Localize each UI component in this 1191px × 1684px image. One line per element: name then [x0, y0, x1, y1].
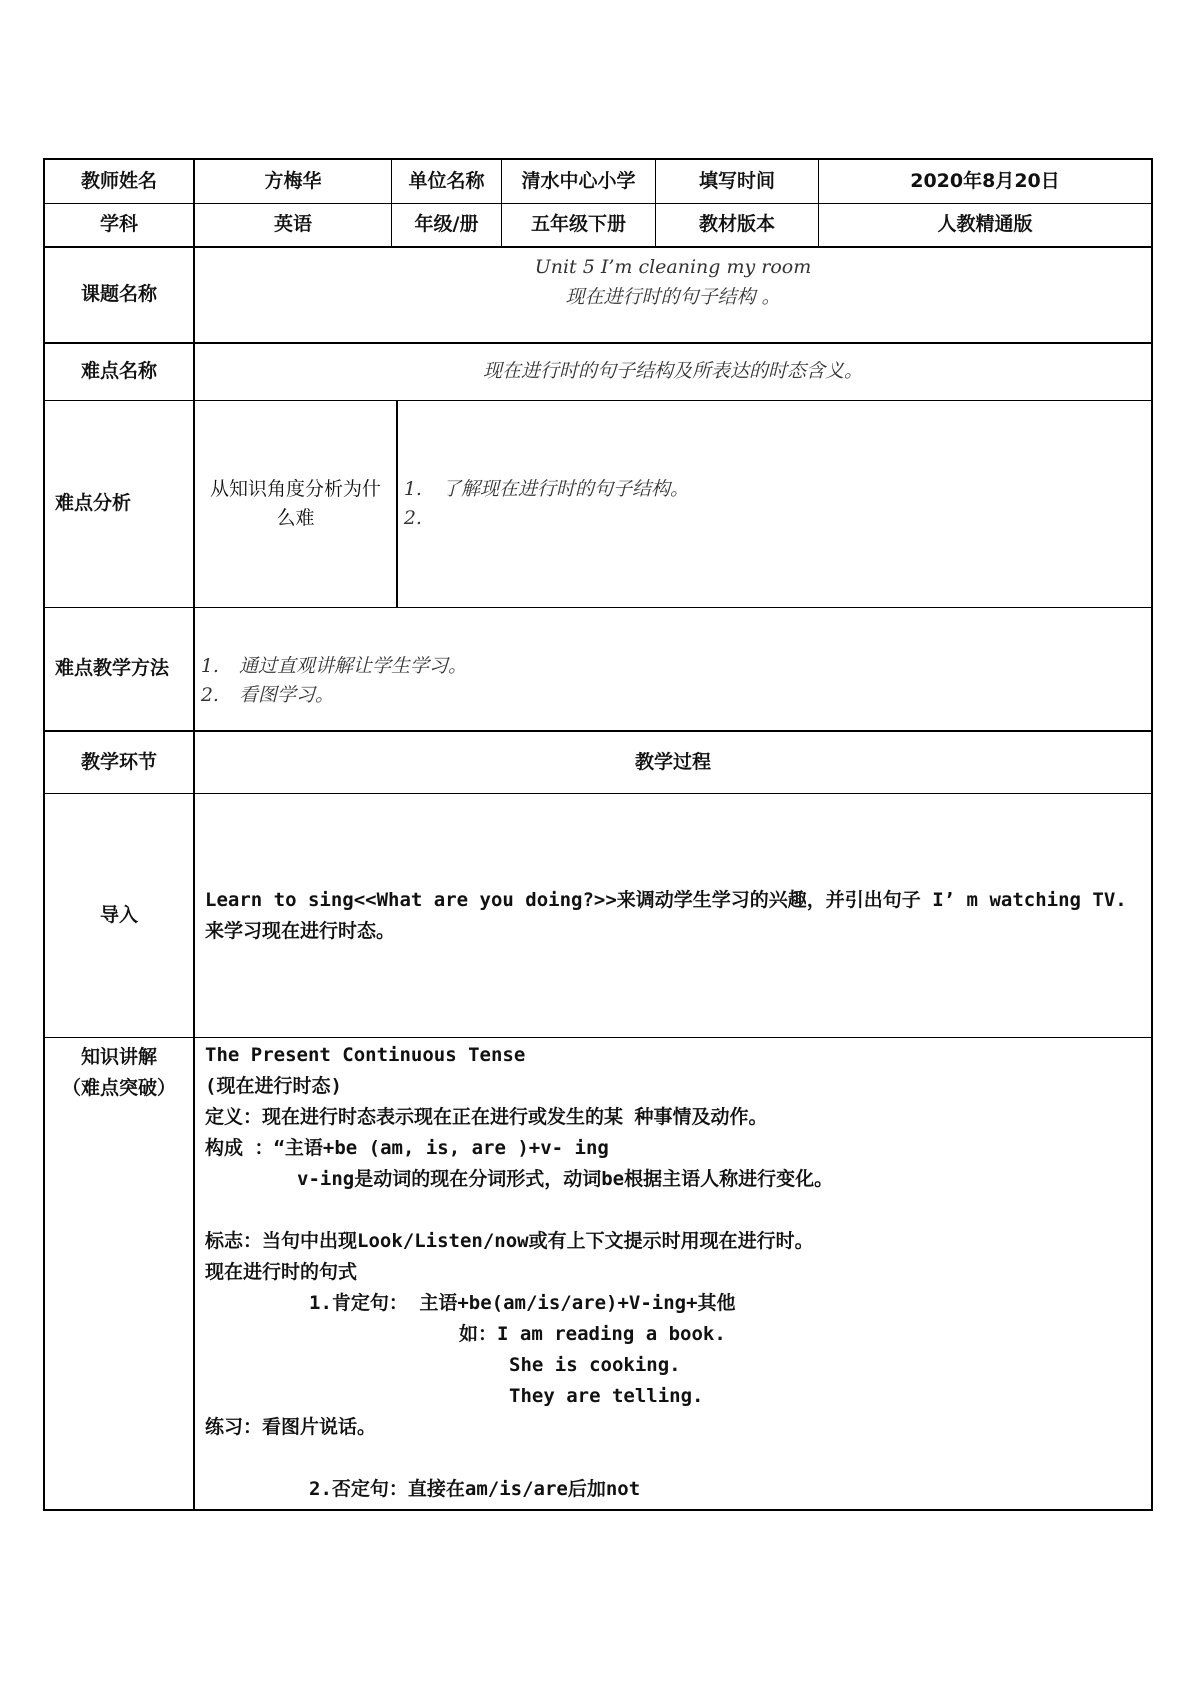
knowledge-label — [45, 1038, 195, 1509]
method-row — [45, 608, 1151, 732]
unit-value: 清水中心小学 — [502, 160, 656, 203]
analysis-content — [398, 401, 1151, 607]
analysis-list — [402, 475, 689, 534]
knowledge-line-4: 构成 ：“主语+be (am, is, are )+v- ing — [205, 1137, 609, 1159]
analysis-label: 难点分析 — [45, 401, 195, 607]
process-header-label: 教学环节 — [45, 732, 195, 793]
date-label: 填写时间 — [656, 160, 819, 203]
knowledge-line-2: (现在进行时态) — [205, 1075, 342, 1097]
topic-label: 课题名称 — [45, 248, 195, 342]
edition-value: 人教精通版 — [937, 213, 1033, 236]
grade-value: 五年级下册 — [502, 204, 656, 246]
difficulty-row — [45, 344, 1151, 401]
difficulty-label: 难点名称 — [45, 344, 195, 400]
teacher-value: 方梅华 — [195, 160, 392, 203]
teacher-label: 教师姓名 — [45, 160, 195, 203]
topic-value — [195, 248, 1151, 342]
method-label: 难点教学方法 — [45, 608, 195, 730]
intro-text: Learn to sing<<What are you doing?>>来调动学生学习的兴趣，并引出句子 I’ m watching TV.来学习现在进行时态。 — [205, 888, 1127, 942]
knowledge-line-13: 练习：看图片说话。 — [205, 1416, 377, 1438]
analysis-item-2 — [428, 504, 689, 533]
header-row-2 — [45, 204, 1151, 248]
method-list — [199, 652, 467, 711]
method-item-2: 2. 看图学习。 — [225, 681, 467, 710]
method-content — [195, 608, 1151, 730]
topic-row — [45, 248, 1151, 344]
knowledge-line-5: v-ing是动词的现在分词形式，动词be根据主语人称进行变化。 — [297, 1168, 834, 1190]
knowledge-content — [195, 1038, 1151, 1509]
analysis-row — [45, 401, 1151, 608]
topic-title: Unit 5 I’m cleaning my room — [534, 256, 812, 278]
knowledge-line-7: 标志：当句中出现Look/Listen/now或有上下文提示时用现在进行时。 — [205, 1230, 814, 1252]
knowledge-label-line2: （难点突破） — [61, 1077, 176, 1099]
knowledge-line-15: 2.否定句：直接在am/is/are后加not — [309, 1478, 641, 1500]
process-header-row — [45, 732, 1151, 794]
knowledge-line-1: The Present Continuous Tense — [205, 1044, 526, 1066]
date-value: 2020年8月20日 — [910, 169, 1060, 192]
method-item-1: 1. 通过直观讲解让学生学习。 — [225, 652, 467, 681]
analysis-item-1: 1. 了解现在进行时的句子结构。 — [428, 475, 689, 504]
knowledge-label-line1: 知识讲解 — [80, 1046, 157, 1068]
unit-label: 单位名称 — [392, 160, 502, 203]
subject-value: 英语 — [195, 204, 392, 246]
topic-subtitle: 现在进行时的句子结构 。 — [565, 286, 781, 308]
knowledge-line-8: 现在进行时的句式 — [205, 1261, 358, 1283]
knowledge-line-3: 定义：现在进行时态表示现在正在进行或发生的某 种事情及动作。 — [205, 1106, 768, 1128]
knowledge-line-10: 如：I am reading a book. — [459, 1323, 726, 1345]
difficulty-value: 现在进行时的句子结构及所表达的时态含义。 — [482, 360, 863, 383]
intro-row — [45, 794, 1151, 1038]
grade-label: 年级/册 — [392, 204, 502, 246]
analysis-sub-label: 从知识角度分析为什么难 — [195, 401, 398, 607]
subject-label: 学科 — [45, 204, 195, 246]
knowledge-row — [45, 1038, 1151, 1509]
knowledge-line-11: She is cooking. — [509, 1354, 681, 1376]
process-header-value: 教学过程 — [634, 750, 711, 773]
intro-label: 导入 — [45, 794, 195, 1037]
knowledge-line-9: 1.肯定句： 主语+be(am/is/are)+V-ing+其他 — [309, 1292, 736, 1314]
lesson-plan-table — [43, 158, 1153, 1511]
knowledge-line-12: They are telling. — [509, 1385, 704, 1407]
header-row-1 — [45, 160, 1151, 204]
edition-label: 教材版本 — [656, 204, 819, 246]
